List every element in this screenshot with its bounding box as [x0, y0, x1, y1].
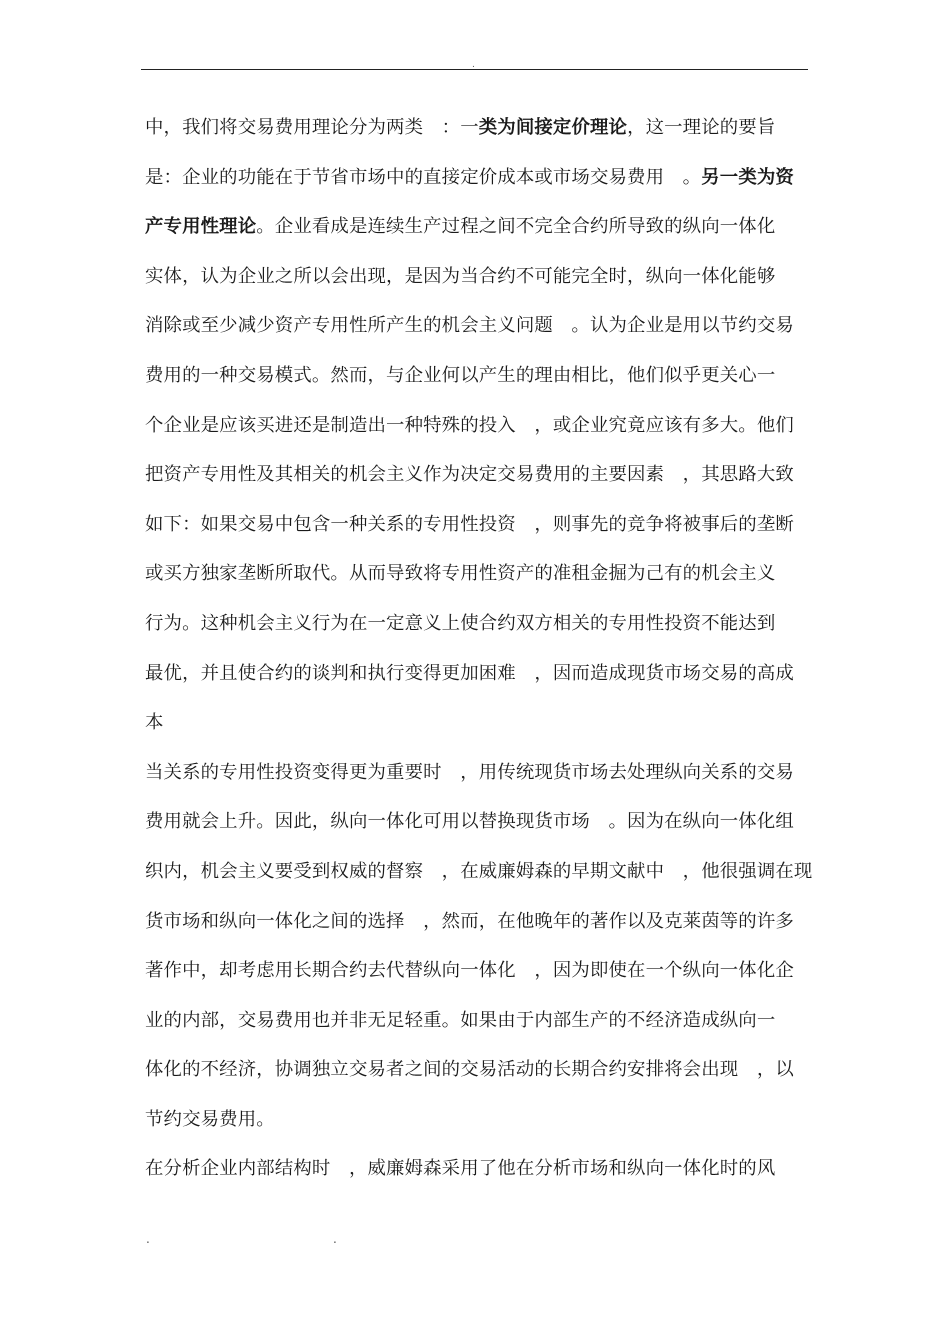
text-run: 业的内部，交易费用也并非无足轻重。如果由于内部生产的不经济造成纵向一 — [145, 1009, 776, 1031]
footer-mark-right: . — [333, 1232, 337, 1246]
text-line — [145, 649, 810, 699]
page-body — [145, 103, 813, 1194]
paragraph — [145, 1144, 810, 1194]
text-line — [145, 897, 810, 947]
text-run: 。企业看成是连续生产过程之间不完全合约所导致的纵向一体化 — [256, 216, 776, 238]
bold-text-run: 另一类为资 — [701, 166, 794, 188]
paragraph — [145, 103, 810, 748]
text-run: 消除或至少减少资产专用性所产生的机会主义问题 。认为企业是用以节约交易 — [145, 315, 794, 337]
text-line — [145, 698, 810, 748]
text-line — [145, 748, 810, 798]
text-line — [145, 103, 810, 153]
text-run: 费用的一种交易模式。然而，与企业何以产生的理由相比，他们似乎更关心一 — [145, 364, 776, 386]
text-run: 本 — [145, 712, 164, 734]
text-run: 把资产专用性及其相关的机会主义作为决定交易费用的主要因素 ，其思路大致 — [145, 464, 794, 486]
text-line — [145, 797, 810, 847]
text-line — [145, 351, 810, 401]
text-line — [145, 500, 810, 550]
text-line — [145, 1095, 810, 1145]
text-run: 是：企业的功能在于节省市场中的直接定价成本或市场交易费用 。 — [145, 166, 702, 188]
text-line — [145, 1045, 810, 1095]
text-run: 体化的不经济，协调独立交易者之间的交易活动的长期合约安排将会出现 ，以 — [145, 1059, 794, 1081]
text-line — [145, 599, 810, 649]
text-line — [145, 252, 810, 302]
text-line — [145, 202, 810, 252]
text-run: 个企业是应该买进还是制造出一种特殊的投入 ，或企业究竟应该有多大。他们 — [145, 414, 794, 436]
text-run: 货市场和纵向一体化之间的选择 ，然而，在他晚年的著作以及克莱茵等的许多 — [145, 910, 794, 932]
text-run: 实体，认为企业之所以会出现，是因为当合约不可能完全时，纵向一体化能够 — [145, 265, 776, 287]
paragraph — [145, 748, 813, 1145]
text-run: 当关系的专用性投资变得更为重要时 ，用传统现货市场去处理纵向关系的交易 — [145, 761, 794, 783]
header-mark: . — [472, 60, 475, 70]
text-run: 行为。这种机会主义行为在一定意义上使合约双方相关的专用性投资不能达到 — [145, 612, 776, 634]
text-run: 费用就会上升。因此，纵向一体化可用以替换现货市场 。因为在纵向一体化组 — [145, 811, 794, 833]
text-run: 最优，并且使合约的谈判和执行变得更加困难 ，因而造成现货市场交易的高成 — [145, 662, 794, 684]
text-line — [145, 401, 810, 451]
text-line — [145, 549, 810, 599]
text-line — [145, 153, 810, 203]
bold-text-run: 类为间接定价理论 — [478, 117, 628, 138]
footer-mark-left: . — [146, 1232, 150, 1246]
text-run: 著作中，却考虑用长期合约去代替纵向一体化 ，因为即使在一个纵向一体化企 — [145, 960, 794, 982]
text-line — [145, 1144, 810, 1194]
text-run: 中，我们将交易费用理论分为两类 ：一 — [145, 117, 479, 138]
text-line — [145, 847, 813, 897]
text-run: 在分析企业内部结构时 ，威廉姆森采用了他在分析市场和纵向一体化时的风 — [145, 1158, 776, 1180]
text-line — [145, 996, 810, 1046]
text-run: ，这一理论的要旨 — [627, 117, 776, 138]
text-run: 节约交易费用。 — [145, 1108, 275, 1130]
text-line — [145, 450, 810, 500]
text-run: 如下：如果交易中包含一种关系的专用性投资 ，则事先的竞争将被事后的垄断 — [145, 513, 794, 535]
text-line — [145, 301, 810, 351]
text-run: 织内，机会主义要受到权威的督察 ，在威廉姆森的早期文献中 ，他很强调在现 — [145, 860, 813, 882]
text-line — [145, 946, 810, 996]
bold-text-run: 产专用性理论 — [145, 216, 257, 238]
text-run: 或买方独家垄断所取代。从而导致将专用性资产的准租金掘为己有的机会主义 — [145, 563, 776, 585]
